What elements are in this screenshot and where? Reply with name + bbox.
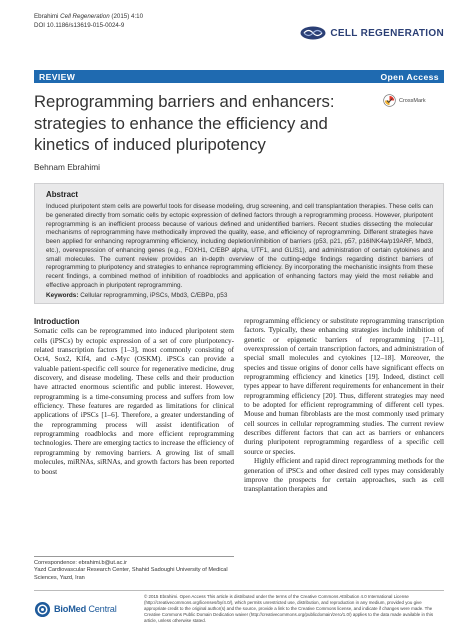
keywords xyxy=(46,292,433,301)
citation-volume: (2015) 4:10 xyxy=(109,13,144,20)
keywords-label: Keywords: xyxy=(46,291,79,299)
article-type: REVIEW xyxy=(39,71,76,82)
open-access-label: Open Access xyxy=(380,71,439,82)
page-header xyxy=(34,13,444,51)
body-paragraph-1: reprogramming efficiency or substitute reprogramming transcription factors. Typically, these enhancing strategies include inhibition of genetic or epigenetic barriers of reprogramming [7–11], overexpression of certain transcription factors, and administration of special small molecules and cytokines [12–18]. Moreover, the species and tissue origins of donor cells have significant effects on reprogramming efficiency and kinetics [19]. Indeed, distinct cell types appear to have different requirements for enhancement in their reprogramming efficiency [20]. Thus, different strategies may need to be adopted for efficient reprogramming of different cell types. Mouse and human fibroblasts are the most commonly used primary cell sources in cellular reprogramming studies. The current review describes different factors that can act as barriers or enhancers during pluripotent reprogramming regardless of a specific cell source or species. xyxy=(244,317,444,456)
page-footer xyxy=(34,590,444,624)
license-text: © 2015 Ebrahimi. Open Access This article is distributed under the terms of the Creative Commons Attribution 4.0 International License (http://creativecommons.org/licenses/by/4.0/), which permits unrestricted use, distribution, and reproduction in any medium, provided you give appropriate credit to the original author(s) and the source, provide a link to the Creative Commons license, and indicate if changes were made. The Creative Commons Public Domain Dedication waiver (http://creativecommons.org/publicdomain/zero/1.0/) applies to the data made available in this article, unless otherwise stated. xyxy=(144,594,434,624)
left-column xyxy=(34,317,234,477)
abstract-heading: Abstract xyxy=(46,190,79,199)
affiliation: Yazd Cardiovascular Research Center, Shahid Sadoughi University of Medical Sciences, Yazd, Iran xyxy=(34,567,228,581)
crossmark-icon xyxy=(383,94,396,107)
citation-author: Ebrahimi xyxy=(34,13,59,20)
keywords-list: Cellular reprogramming, iPSCs, Mbd3, C/EBPα, p53 xyxy=(80,291,228,299)
publisher-name-bold: BioMed xyxy=(54,604,86,615)
author-name: Behnam Ebrahimi xyxy=(34,162,100,172)
intro-paragraph: Somatic cells can be reprogrammed into induced pluripotent stem cells (iPSCs) by ectopic expression of a set of core pluripotency-related transcription factors [1–3], most commonly consisting of Oct4, Sox2, Klf4, and c-Myc (OSKM). iPSCs can provide a valuable patient-specific cell source for regenerative medicine, drug discovery, and disease modeling. These cells and their production have attracted enormous scientific and public interest. However, reprogramming is a time-consuming process and suffers from low efficiency. These features are regarded as limitations for clinical applications of iPSCs [1–6]. Therefore, a greater understanding of the reprogramming process will assist identification of reprogramming roadblocks and more efficient reprogramming technologies. There are emerging tactics to increase the efficiency of reprogramming by removing barriers. A growing list of small molecules, miRNAs, siRNAs, and growth factors has been reported to boost xyxy=(34,327,234,476)
abstract-text: Induced pluripotent stem cells are powerful tools for disease modeling, drug screening, and cell transplantation therapies. These cells can be generated directly from somatic cells by ectopic expression of defined factors through a reprogramming process. However, pluripotent reprogramming is an inefficient process because of various defined and unidentified barriers. Recent studies dissecting the molecular mechanisms of reprogramming have methodically improved the quality, ease, and efficiency of reprogramming. Different strategies have been applied for enhancing reprogramming efficiency, including depletion/inhibition of barriers (p53, p21, p57, p16INK4a/p19ARF, Mbd3, etc.), overexpression of enhancing genes (e.g., FOXH1, C/EBP alpha, UTF1, and GLIS1), and administration of certain cytokines and small molecules. The current review provides an in-depth overview of the cutting-edge findings regarding distinct barriers of reprogramming to pluripotency and strategies to enhance reprogramming efficiency. By incorporating the mechanistic insights from these recent findings, a combined method of inhibition of roadblocks and application of enhancing factors may yield the most reliable and effective approach in pluripotent reprogramming. xyxy=(46,203,433,289)
crossmark-label: CrossMark xyxy=(399,97,426,104)
article-title: Reprogramming barriers and enhancers: strategies to enhance the efficiency and kinetics of induced pluripotency xyxy=(34,92,335,154)
introduction-heading: Introduction xyxy=(34,317,80,326)
biomed-central-logo[interactable] xyxy=(34,594,144,624)
biomed-central-icon xyxy=(34,601,51,618)
article-type-band xyxy=(34,70,444,83)
journal-logo[interactable] xyxy=(300,26,444,40)
body-paragraph-2: Highly efficient and rapid direct reprogramming methods for the generation of iPSCs and other desired cell types may considerably improve the prospects for certain approaches, such as cell transplantation therapies and xyxy=(244,457,444,494)
journal-name: CELL REGENERATION xyxy=(330,27,444,39)
dna-helix-icon xyxy=(300,26,326,40)
abstract-box xyxy=(34,183,444,304)
right-column xyxy=(244,317,444,495)
publisher-name-regular: Central xyxy=(85,604,117,615)
crossmark-badge[interactable] xyxy=(383,94,426,107)
correspondence-note xyxy=(34,556,234,582)
correspondence-email[interactable]: Correspondence: ebrahimi.b@ut.ac.ir xyxy=(34,560,128,566)
citation-journal: Cell Regeneration xyxy=(60,13,110,20)
doi[interactable]: DOI 10.1186/s13619-015-0024-9 xyxy=(34,21,125,29)
citation xyxy=(34,13,444,22)
